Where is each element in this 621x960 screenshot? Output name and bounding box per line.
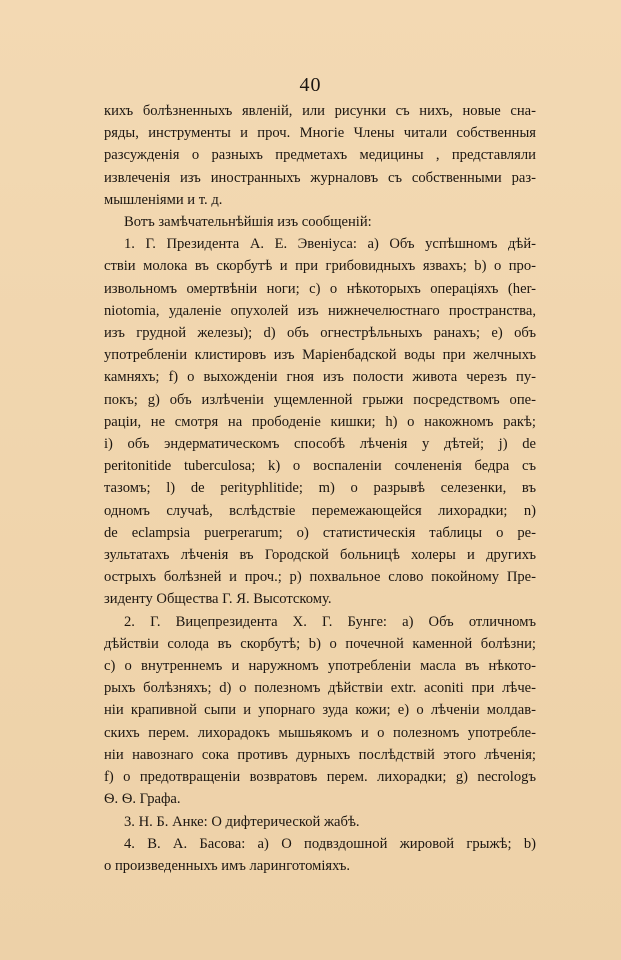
text-line: ствіи молока въ скорбутѣ и при грибовидныхъ язвахъ; b) о про-: [104, 258, 536, 275]
text-line: дѣйствіи солода въ скорбутѣ; b) о почечной каменной болѣзни;: [104, 635, 536, 652]
text-line: камняхъ; f) о выхожденіи гноя изъ полости живота черезъ пу-: [104, 369, 536, 386]
text-line: мышленіями и т. д.: [104, 191, 223, 208]
text-line: скихъ перем. лихорадокъ мышьякомъ и о полезномъ употребле-: [104, 724, 536, 741]
page-number: 40: [299, 74, 322, 96]
text-line: Ѳ. Ѳ. Графа.: [104, 791, 181, 808]
text-line: 3. Н. Б. Анке: О дифтерической жабѣ.: [124, 813, 360, 830]
text-line: острыхъ болѣзней и проч.; p) похвальное слово покойному Пре-: [104, 569, 536, 586]
body-text: [104, 100, 536, 877]
text-line: i) объ эндерматическомъ способѣ лѣченія у дѣтей; j) de: [104, 436, 536, 453]
text-line: 2. Г. Вицепрезидента Х. Г. Бунге: а) Объ отличномъ: [124, 613, 536, 630]
text-line: peritonitide tuberculosa; k) о воспаленіи сочлененія бедра съ: [104, 458, 536, 475]
text-line: кихъ болѣзненныхъ явленій, или рисунки съ нихъ, новые сна-: [104, 103, 536, 119]
text-line: употребленіи клистировъ изъ Маріенбадской воды при желчныхъ: [104, 347, 536, 364]
text-line: зиденту Общества Г. Я. Высотскому.: [104, 591, 332, 608]
text-line: niotomia, удаленіе опухолей изъ нижнечелюстнаго пространства,: [104, 302, 536, 319]
text-line: зультатахъ лѣченія въ Городской больницѣ холеры и другихъ: [104, 547, 536, 564]
text-line: f) о предотвращеніи возвратовъ перем. лихорадки; g) necrologъ: [104, 769, 536, 786]
text-line: извольномъ омертвѣніи ноги; c) о нѣкоторыхъ операціяхъ (her-: [104, 280, 536, 297]
text-line: раціи, не смотря на прободеніе кишки; h) о накожномъ ракѣ;: [104, 413, 536, 430]
text-line: de eclampsia puerperarum; o) статистическія таблицы о ре-: [104, 524, 536, 541]
text-line: ніи навознаго сока противъ дурныхъ послѣдствій этого лѣченія;: [104, 746, 536, 763]
text-line: ніи крапивной сыпи и упорнаго зуда кожи; e) о лѣченіи молдав-: [104, 702, 536, 719]
text-line: 1. Г. Президента А. Е. Эвеніуса: а) Объ успѣшномъ дѣй-: [124, 236, 536, 253]
text-line: изъ грудной железы); d) объ огнестрѣльныхъ ранахъ; e) объ: [104, 325, 536, 342]
text-line: ряды, инструменты и проч. Многіе Члены читали собственныя: [104, 125, 536, 142]
text-line: извлеченія изъ иностранныхъ журналовъ съ собственными раз-: [104, 169, 536, 186]
text-line: тазомъ; l) de perityphlitide; m) о разрывѣ селезенки, въ: [104, 480, 536, 497]
text-line: покъ; g) объ излѣченіи ущемленной грыжи посредствомъ опе-: [104, 391, 536, 408]
text-line: о произведенныхъ имъ ларинготоміяхъ.: [104, 857, 351, 874]
text-line: рыхъ болѣзняхъ; d) о полезномъ дѣйствіи extr. aconiti при лѣче-: [104, 680, 536, 697]
text-line: одномъ случаѣ, вслѣдствіе перемежающейся лихорадки; n): [104, 502, 536, 519]
text-line: Вотъ замѣчательнѣйшія изъ сообщеній:: [124, 214, 372, 231]
text-line: 4. В. А. Басова: а) О подвздошной жировой грыжѣ; b): [124, 835, 536, 852]
text-line: разсужденія о разныхъ предметахъ медицины , представляли: [104, 147, 536, 164]
text-line: c) о внутреннемъ и наружномъ употребленіи масла въ нѣкото-: [104, 658, 536, 675]
